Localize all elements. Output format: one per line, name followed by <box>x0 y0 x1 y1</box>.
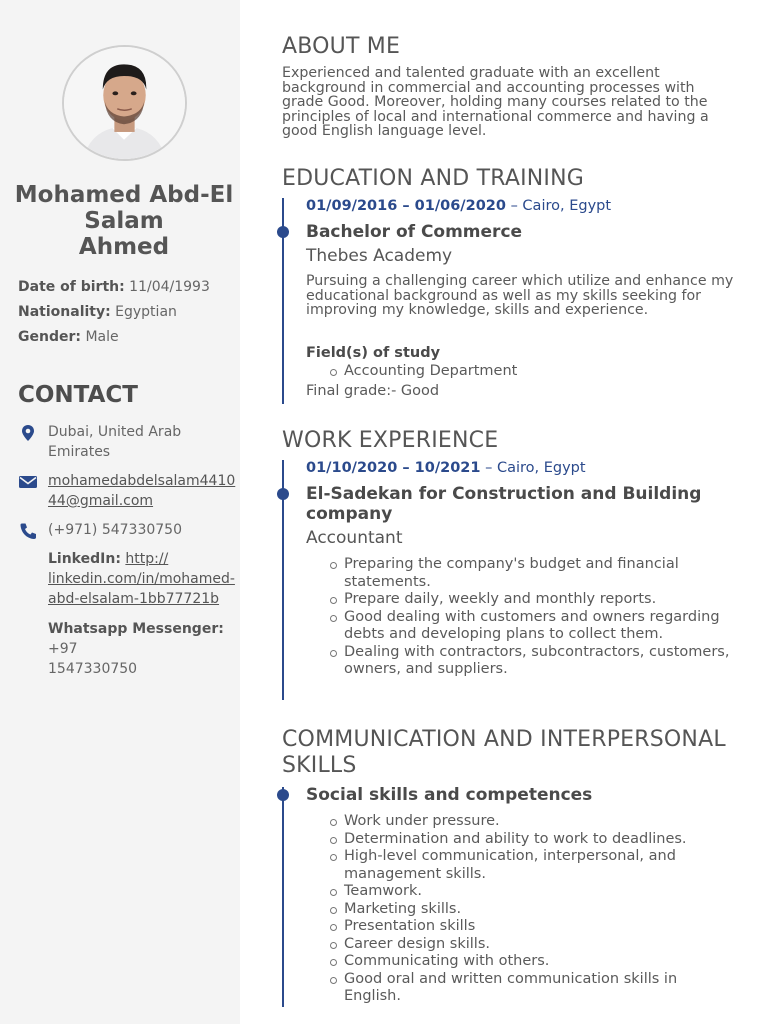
company-line: El-Sadekan for Construction and Building <box>306 484 702 504</box>
contact-address <box>18 422 232 462</box>
contact-phone <box>18 520 232 540</box>
education-date <box>306 198 611 214</box>
list-item: Determination and ability to work to deadlines. <box>330 831 730 849</box>
whatsapp-label: Whatsapp Messenger: <box>48 621 224 637</box>
education-school: Thebes Academy <box>306 246 453 266</box>
envelope-icon <box>18 473 38 491</box>
linkedin-label: LinkedIn: <box>48 551 121 567</box>
list-item: Career design skills. <box>330 936 730 954</box>
contact-whatsapp <box>18 619 232 679</box>
list-item: Prepare daily, weekly and monthly reports. <box>330 591 730 609</box>
education-title: EDUCATION AND TRAINING <box>282 166 585 191</box>
final-grade: Final grade:- Good <box>306 383 440 399</box>
list-item: Presentation skills <box>330 918 730 936</box>
linkedin-link-line[interactable]: http:// <box>125 551 169 567</box>
gender-label: Gender: <box>18 329 81 345</box>
about-text: Experienced and talented graduate with an excellent background in commercial and accounting processes with grade Good. Moreover, holding many courses related to the principles of local and international commerce and having a good English language level. <box>282 65 709 139</box>
company-line: company <box>306 504 393 524</box>
list-item: Dealing with contractors, subcontractors, customers, owners, and suppliers. <box>330 644 730 679</box>
list-item: Accounting Department <box>330 363 730 381</box>
work-date-range: 01/10/2020 – 10/2021 <box>306 460 481 476</box>
education-location: – Cairo, Egypt <box>510 198 612 214</box>
education-timeline-dot <box>277 226 289 238</box>
work-location: – Cairo, Egypt <box>485 460 586 476</box>
fields-of-study-label: Field(s) of study <box>306 345 441 361</box>
linkedin-link-line[interactable]: abd-elsalam-1bb77721b <box>48 591 220 607</box>
linkedin-link-line[interactable]: linkedin.com/in/mohamed- <box>48 571 235 587</box>
list-item: High-level communication, interpersonal, and management skills. <box>330 848 730 883</box>
profile-photo <box>62 45 187 161</box>
phone-icon <box>18 522 38 540</box>
whatsapp-value-line: +97 <box>48 641 78 657</box>
sidebar <box>0 0 240 1024</box>
profile-name <box>12 182 236 260</box>
gender-value: Male <box>85 329 119 345</box>
work-title: WORK EXPERIENCE <box>282 428 499 453</box>
education-date-range: 01/09/2016 – 01/06/2020 <box>306 198 506 214</box>
list-item: Teamwork. <box>330 883 730 901</box>
address-line: Emirates <box>48 444 111 460</box>
fields-of-study-list <box>330 363 730 381</box>
email-link-line[interactable]: mohamedabdelsalam4410 <box>48 473 236 489</box>
skills-title <box>282 727 726 779</box>
work-duties-list <box>330 556 730 679</box>
education-degree: Bachelor of Commerce <box>306 222 523 242</box>
skills-timeline-dot <box>277 789 289 801</box>
whatsapp-value-line: 1547330750 <box>48 661 138 677</box>
work-company <box>306 484 701 524</box>
skills-timeline-line <box>282 787 284 1007</box>
work-position: Accountant <box>306 528 403 548</box>
list-item: Work under pressure. <box>330 813 730 831</box>
about-title: ABOUT ME <box>282 34 401 59</box>
location-pin-icon <box>18 424 38 442</box>
education-description: Pursuing a challenging career which utilize and enhance my educational background as well as my skills seeking for improving my knowledge, skills and experience. <box>306 273 734 318</box>
name-line: Salam <box>84 208 164 234</box>
list-item: Preparing the company's budget and financial statements. <box>330 556 730 591</box>
dob-label: Date of birth: <box>18 279 125 295</box>
list-item: Good dealing with customers and owners regarding debts and developing plans to collect them. <box>330 609 730 644</box>
skills-list <box>330 813 730 1006</box>
list-item: Good oral and written communication skills in English. <box>330 971 730 1006</box>
gender <box>18 329 119 345</box>
name-line: Mohamed Abd-El <box>14 182 234 208</box>
address-line: Dubai, United Arab <box>48 424 182 440</box>
name-line: Ahmed <box>78 234 170 260</box>
skills-subtitle: Social skills and competences <box>306 785 593 805</box>
list-item: Communicating with others. <box>330 953 730 971</box>
contact-title: CONTACT <box>18 382 138 408</box>
list-item: Marketing skills. <box>330 901 730 919</box>
phone-value: (+971) 547330750 <box>48 522 182 538</box>
work-date <box>306 460 586 476</box>
contact-linkedin[interactable] <box>18 549 235 609</box>
date-of-birth <box>18 279 210 295</box>
dob-value: 11/04/1993 <box>129 279 210 295</box>
nationality-value: Egyptian <box>115 304 177 320</box>
nationality-label: Nationality: <box>18 304 111 320</box>
email-link-line[interactable]: 44@gmail.com <box>48 493 154 509</box>
skills-title-line: SKILLS <box>282 753 357 778</box>
nationality <box>18 304 177 320</box>
profile-photo-image <box>64 47 185 159</box>
work-timeline-dot <box>277 488 289 500</box>
contact-email[interactable] <box>18 471 236 511</box>
skills-title-line: COMMUNICATION AND INTERPERSONAL <box>282 727 726 752</box>
